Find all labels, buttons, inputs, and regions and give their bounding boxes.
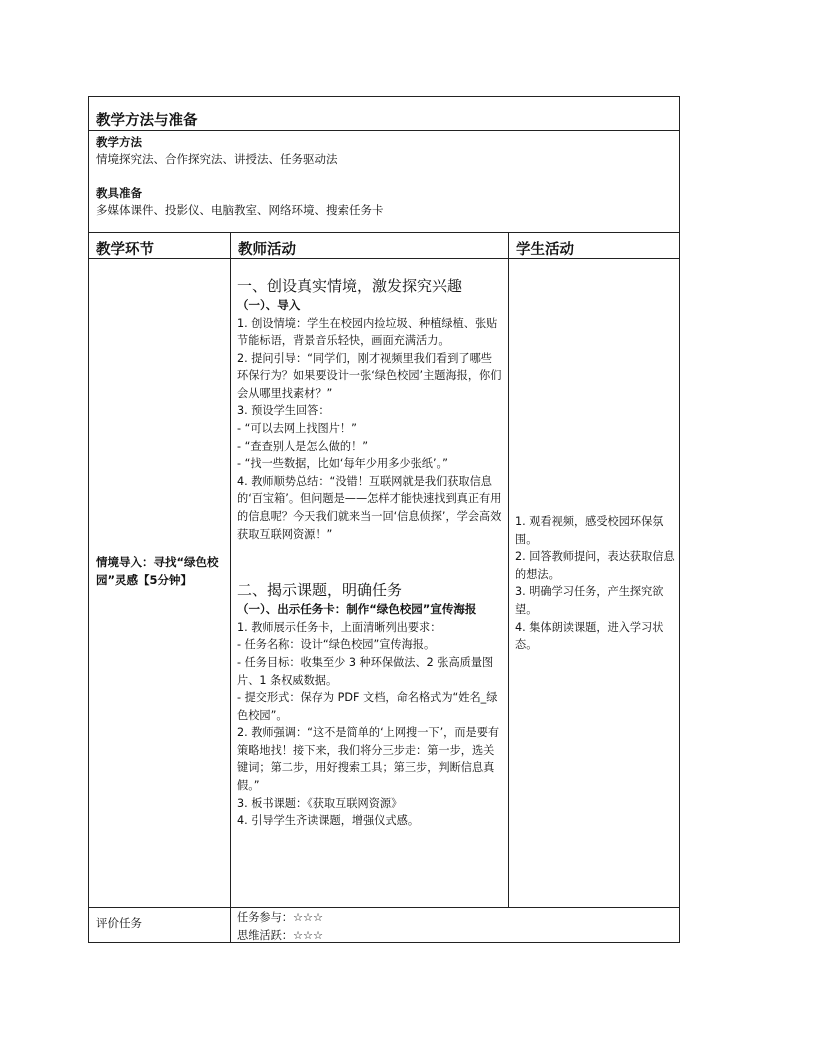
evaluation-content <box>237 909 503 944</box>
paragraph: 2. 提问引导：“同学们，刚才视频里我们看到了哪些环保行为？如果要设计一张‘绿色校园’主题海报，你们会从哪里找素材？” <box>237 351 502 400</box>
list-item: - “可以去网上找图片！” <box>237 422 357 436</box>
header-teacher: 教师活动 <box>238 242 296 258</box>
stage-label: 情境导入：寻找“绿色校园”灵感【5分钟】 <box>96 555 219 587</box>
list-item: - 提交形式：保存为 PDF 文档，命名格式为“姓名_绿色校园”。 <box>237 691 498 722</box>
list-item: 3. 明确学习任务，产生探究欲望。 <box>515 585 664 616</box>
list-item: - 任务目标：收集至少 3 种环保做法、2 张高质量图片、1 条权威数据。 <box>237 655 494 687</box>
paragraph: 2. 教师强调：“这不是简单的‘上网搜一下’，而是要有策略地找！接下来，我们将分三步走：第一步，选关键词；第二步，用好搜索工具；第三步，判断信息真假。” <box>237 726 500 793</box>
header-student: 学生活动 <box>516 242 574 258</box>
divider <box>508 232 509 907</box>
methods-text: 情境探究法、合作探究法、讲授法、任务驱动法 <box>96 152 338 166</box>
section-title: 教学方法与准备 <box>96 113 198 129</box>
lesson-plan-table <box>88 96 680 943</box>
list-item: 4. 集体朗读课题，进入学习状态。 <box>515 620 664 652</box>
divider <box>89 907 679 908</box>
evaluation-item: 任务参与：☆☆☆ <box>237 911 324 924</box>
paragraph: 4. 引导学生齐读课题，增强仪式感。 <box>237 814 420 828</box>
list-item: 1. 观看视频，感受校园环保氛围。 <box>515 515 664 546</box>
methods-block <box>96 134 666 219</box>
student-activity <box>515 513 675 654</box>
methods-label: 教学方法 <box>96 135 142 149</box>
paragraph: 3. 板书课题：《获取互联网资源》 <box>237 796 403 810</box>
paragraph: 1. 创设情境：学生在校园内捡垃圾、种植绿植、张贴节能标语，背景音乐轻快，画面充满活力。 <box>237 316 498 348</box>
evaluation-item: 思维活跃：☆☆☆ <box>237 928 324 942</box>
tools-text: 多媒体课件、投影仪、电脑教室、网络环境、搜索任务卡 <box>96 202 384 217</box>
paragraph: 1. 教师展示任务卡，上面清晰列出要求： <box>237 620 442 634</box>
header-stage: 教学环节 <box>96 242 154 258</box>
section-heading-2: 二、揭示课题，明确任务 <box>237 581 403 600</box>
paragraph: 4. 教师顺势总结：“没错！互联网就是我们获取信息的‘百宝箱’。但问题是——怎样才能快速找到真正有用的信息呢？今天我们就来当一回‘信息侦探’，学会高效获取互联网资源！” <box>237 474 502 541</box>
list-item: - “找一些数据，比如‘每年少用多少张纸’。” <box>237 457 448 471</box>
teacher-activity <box>237 273 503 830</box>
paragraph: 3. 预设学生回答： <box>237 404 330 418</box>
list-item: 2. 回答教师提问，表达获取信息的想法。 <box>515 550 675 581</box>
section-heading-1: 一、创设真实情境，激发探究兴趣 <box>237 277 463 295</box>
divider <box>89 232 679 233</box>
subsection-heading: （一）、出示任务卡：制作“绿色校园”宣传海报 <box>237 602 477 617</box>
list-item: - 任务名称：设计“绿色校园”宣传海报。 <box>237 638 436 652</box>
evaluation-label: 评价任务 <box>96 916 142 930</box>
subsection-heading: （一）、导入 <box>237 298 301 312</box>
list-item: - “查查别人是怎么做的！” <box>237 439 369 453</box>
divider <box>230 232 231 942</box>
divider <box>89 258 679 259</box>
divider <box>89 130 679 131</box>
tools-label: 教具准备 <box>96 185 142 200</box>
